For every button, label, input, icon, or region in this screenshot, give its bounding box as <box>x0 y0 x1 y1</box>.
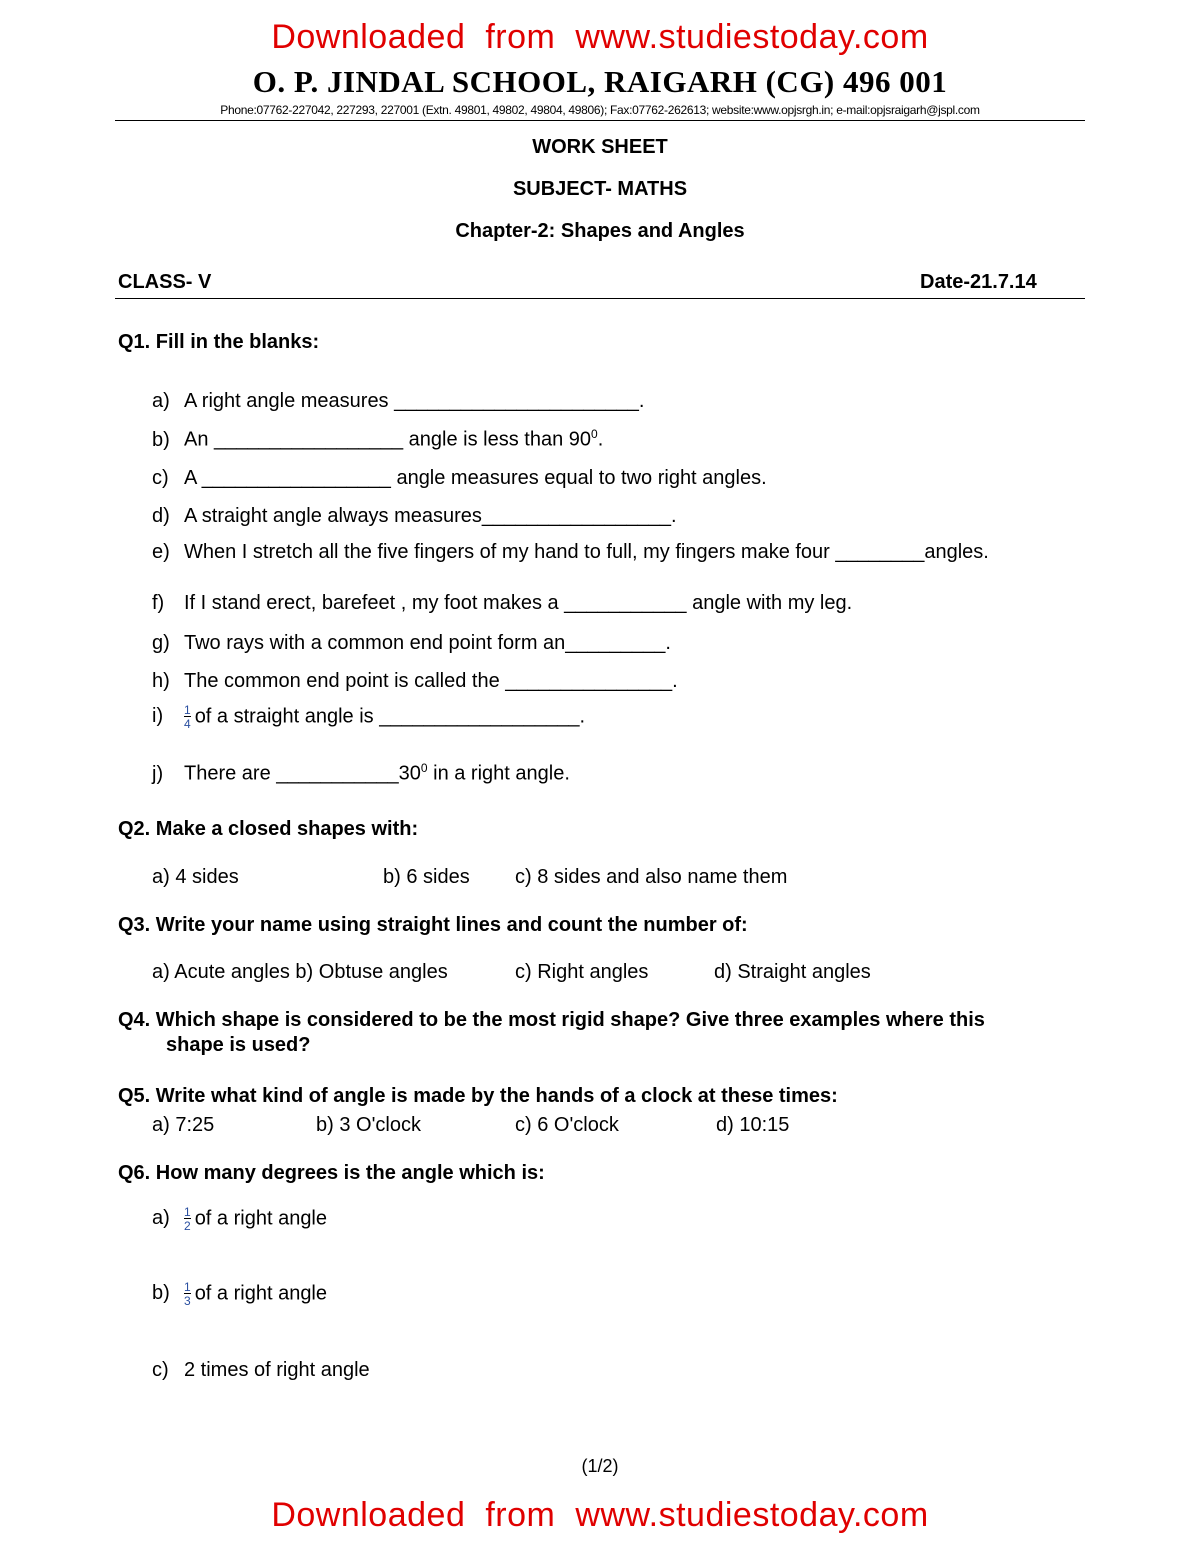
q6-heading: Q6. How many degrees is the angle which is: <box>118 1162 545 1184</box>
item-text: The common end point is called the _______________. <box>184 670 678 692</box>
item-text: When I stretch all the five fingers of my hand to full, my fingers make four ________angles. <box>184 541 989 563</box>
q1-item-j <box>118 761 570 786</box>
item-text: of a straight angle is __________________. <box>194 705 586 728</box>
item-text: A _________________ angle measures equal to two right angles. <box>184 467 767 489</box>
q2-option-a: a) 4 sides <box>152 866 239 888</box>
page-number: (1/2) <box>581 1456 619 1476</box>
banner-word: Downloaded <box>271 18 466 56</box>
item-label: b) <box>152 1282 170 1305</box>
q1-item-g <box>118 632 671 655</box>
fraction-denominator: 2 <box>184 1219 191 1233</box>
item-text: 2 times of right angle <box>184 1359 370 1381</box>
item-text: An _________________ angle is less than 90 <box>184 428 592 451</box>
q2-option-b: b) 6 sides <box>383 866 470 888</box>
item-label: g) <box>152 632 170 654</box>
q1-item-a <box>118 390 644 413</box>
item-text: There are ___________30 <box>184 762 421 785</box>
class-rule <box>115 298 1085 299</box>
q1-item-d <box>118 505 677 528</box>
degree-superscript: 0 <box>420 761 428 775</box>
class-label: CLASS- V <box>118 271 212 293</box>
q3-option-d: d) Straight angles <box>714 961 871 983</box>
degree-superscript: 0 <box>591 427 598 441</box>
worksheet-title: WORK SHEET <box>532 136 668 158</box>
item-label: j) <box>152 762 164 785</box>
download-banner-top <box>0 18 1200 57</box>
header-rule <box>115 120 1085 121</box>
q3-heading: Q3. Write your name using straight lines and count the number of: <box>118 914 748 936</box>
banner-word: from <box>485 1496 556 1534</box>
chapter-title: Chapter-2: Shapes and Angles <box>455 220 745 242</box>
subject-title: SUBJECT- MATHS <box>512 178 688 200</box>
q1-item-b <box>118 427 603 452</box>
item-text: If I stand erect, barefeet , my foot makes a ___________ angle with my leg. <box>184 592 853 614</box>
q6-item-b <box>118 1281 327 1307</box>
q6-item-a <box>118 1206 327 1232</box>
q2-option-c: c) 8 sides and also name them <box>515 866 788 888</box>
q1-item-e <box>118 541 989 564</box>
item-label: a) <box>152 390 170 412</box>
item-text: of a right angle <box>194 1207 328 1230</box>
q5-option-d: d) 10:15 <box>716 1114 790 1136</box>
school-contact: Phone:07762-227042, 227293, 227001 (Extn. 49801, 49802, 49804, 49806); Fax:07762-262613; website:www.opjsrgh.in; e-mail:opjsraigarh@jspl.com <box>220 103 980 117</box>
q1-item-i <box>118 704 585 730</box>
q5-option-a: a) 7:25 <box>152 1114 215 1136</box>
fraction <box>184 1281 191 1307</box>
q4-question-line2: shape is used? <box>166 1034 311 1056</box>
q5-option-c: c) 6 O'clock <box>515 1114 619 1136</box>
item-label: h) <box>152 670 170 692</box>
item-label: d) <box>152 505 170 527</box>
q4-question-line1: Q4. Which shape is considered to be the most rigid shape? Give three examples where this <box>118 1009 985 1031</box>
item-label: a) <box>152 1207 170 1230</box>
fraction-denominator: 3 <box>184 1294 191 1308</box>
fraction-numerator: 1 <box>184 703 191 717</box>
fraction-denominator: 4 <box>184 717 191 731</box>
item-text: A straight angle always measures_________________. <box>184 505 677 527</box>
q1-item-f <box>118 592 852 615</box>
q1-heading: Q1. Fill in the blanks: <box>118 331 320 353</box>
item-label: i) <box>152 705 164 728</box>
banner-link[interactable]: www.studiestoday.com <box>575 1496 929 1534</box>
item-label: c) <box>152 1359 169 1381</box>
item-label: c) <box>152 467 169 489</box>
q3-option-c: c) Right angles <box>515 961 649 983</box>
item-text: in a right angle. <box>427 762 570 785</box>
q1-item-c <box>118 467 767 490</box>
item-label: f) <box>152 592 165 614</box>
item-label: e) <box>152 541 170 563</box>
q6-item-c <box>118 1359 370 1382</box>
q1-item-h <box>118 670 678 693</box>
fraction-numerator: 1 <box>184 1205 191 1219</box>
item-label: b) <box>152 428 170 451</box>
banner-link[interactable]: www.studiestoday.com <box>575 18 929 56</box>
school-name: O. P. JINDAL SCHOOL, RAIGARH (CG) 496 001 <box>252 64 948 99</box>
fraction <box>184 704 191 730</box>
item-text: of a right angle <box>194 1282 328 1305</box>
banner-word: Downloaded <box>271 1496 466 1534</box>
q5-heading: Q5. Write what kind of angle is made by the hands of a clock at these times: <box>118 1085 838 1107</box>
q3-option-ab: a) Acute angles b) Obtuse angles <box>152 961 448 983</box>
download-banner-bottom <box>0 1496 1200 1535</box>
date-label: Date-21.7.14 <box>920 271 1037 293</box>
fraction <box>184 1206 191 1232</box>
item-text: A right angle measures ______________________. <box>184 390 645 412</box>
item-text: . <box>597 428 604 451</box>
fraction-numerator: 1 <box>184 1280 191 1294</box>
q2-heading: Q2. Make a closed shapes with: <box>118 818 419 840</box>
q5-option-b: b) 3 O'clock <box>316 1114 421 1136</box>
banner-word: from <box>485 18 556 56</box>
item-text: Two rays with a common end point form an_________. <box>184 632 671 654</box>
